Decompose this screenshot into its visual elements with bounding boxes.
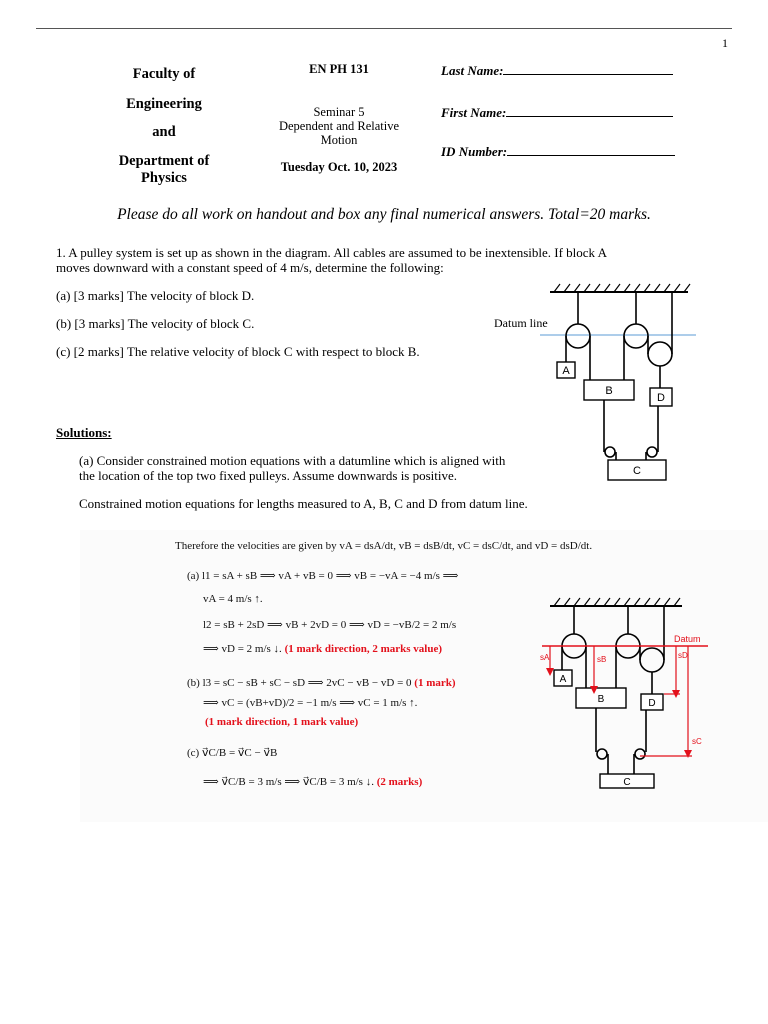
moving-pulley-d [648,342,672,366]
solution-a-line-2: the location of the top two fixed pulleys. Assume downwards is positive. [79,468,458,483]
part-a-line-4 [203,642,442,655]
datum-line-label: Datum line [494,316,548,330]
question-intro-line-1: 1. A pulley system is set up as shown in the diagram. All cables are assumed to be inextensible. If block A [56,245,607,260]
seminar-date: Tuesday Oct. 10, 2023 [280,160,398,174]
part-a-marks: (1 mark direction, 2 marks value) [284,643,443,655]
part-b-line-1 [187,676,456,689]
question-part-a: (a) [3 marks] The velocity of block D. [56,288,255,303]
first-name-field[interactable] [441,104,673,121]
id-number-label: ID Number: [441,144,508,159]
solution-a-text [79,453,599,483]
page-number: 1 [722,36,728,50]
block-a-label-2: A [559,674,567,685]
faculty-line-2: Engineering [126,96,202,112]
faculty-line-3: and [152,124,176,140]
question-part-c: (c) [2 marks] The relative velocity of block C with respect to block B. [56,344,420,359]
ceiling-support [550,284,690,292]
velocities-intro-line [175,540,592,552]
part-b-equation: (b) l3 = sC − sB + sC − sD ⟹ 2vC − vB − vD = 0 [187,677,412,689]
ceiling-support-2 [550,598,682,606]
solution-a-line-1: (a) Consider constrained motion equations with a datumline which is aligned with [79,453,506,468]
part-a-line-3: l2 = sB + 2sD ⟹ vB + 2vD = 0 ⟹ vD = −vB/2 = 2 m/s [203,619,457,631]
part-b-marks-2: (1 mark direction, 1 mark value) [205,716,359,728]
first-name-label: First Name: [441,105,507,120]
part-a-result: ⟹ vD = 2 m/s ↓. [203,643,282,655]
dim-label-sb: sB [597,655,607,664]
top-rule [36,28,732,29]
faculty-line-1: Faculty of [132,66,196,82]
part-b-line-2: ⟹ vC = (vB+vD)/2 = −1 m/s ⟹ vC = 1 m/s ↑. [203,697,418,709]
block-c-label-2: C [623,777,631,788]
id-number-line[interactable] [507,143,675,156]
block-a-label: A [562,365,570,377]
block-b-label-2: B [597,694,605,705]
constrained-motion-text: Constrained motion equations for lengths measured to A, B, C and D from datum line. [79,496,528,511]
velocities-intro: Therefore the velocities are given by [175,540,337,552]
id-number-field[interactable] [441,143,675,160]
datum-label-2: Datum [674,634,701,644]
part-a-line-1: (a) l1 = sA + sB ⟹ vA + vB = 0 ⟹ vB = −vA = −4 m/s ⟹ [187,570,459,582]
part-a-line-2: vA = 4 m/s ↑. [203,593,263,605]
last-name-line[interactable] [503,62,673,75]
part-c-line-1: (c) v⃗C/B = v⃗C − v⃗B [187,747,278,759]
fixed-pulley-left [566,324,590,348]
block-c-label: C [633,465,641,477]
dim-label-sa: sA [540,653,550,662]
velocities-definitions: vA = dsA/dt, vB = dsB/dt, vC = dsC/dt, and vD = dsD/dt. [339,540,593,552]
block-d-label-2: D [648,698,656,709]
part-c-result: ⟹ v⃗C/B = 3 m/s ⟹ v⃗C/B = 3 m/s ↓. [203,776,374,788]
fixed-pulley-right [624,324,648,348]
first-name-line[interactable] [506,104,673,117]
part-c-marks: (2 marks) [376,776,423,788]
dim-label-sc: sC [692,737,702,746]
block-d-label: D [657,392,665,404]
part-b-marks-1: (1 mark) [414,677,456,689]
question-intro-line-2: moves downward with a constant speed of 4 m/s, determine the following: [56,260,444,275]
dim-label-sd: sD [678,651,688,660]
seminar-number: Seminar 5 [313,105,365,119]
question-intro [56,245,706,275]
solutions-heading: Solutions: [56,425,112,440]
topic-line-1: Dependent and Relative [278,119,400,133]
faculty-line-4: Department of [118,153,210,169]
course-code: EN PH 131 [309,62,369,76]
last-name-label: Last Name: [441,63,504,78]
pulley-diagram-with-datum [536,596,712,796]
faculty-line-5: Physics [141,170,187,186]
question-part-b: (b) [3 marks] The velocity of block C. [56,316,255,331]
last-name-field[interactable] [441,62,673,79]
topic-line-2: Motion [320,133,358,147]
part-c-line-2 [203,775,422,788]
instructions: Please do all work on handout and box any final numerical answers. Total=20 marks. [117,206,651,223]
block-b-label: B [605,385,613,397]
